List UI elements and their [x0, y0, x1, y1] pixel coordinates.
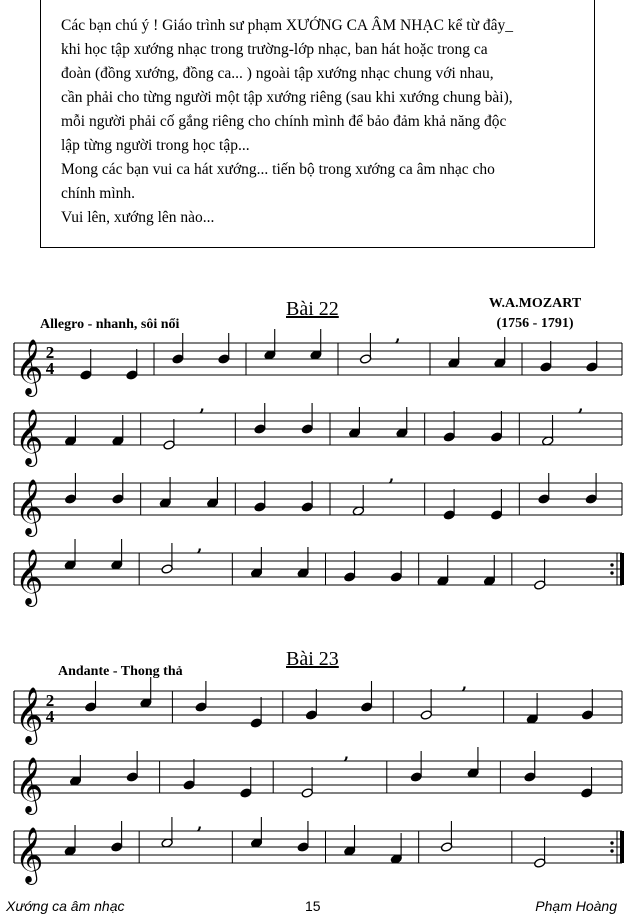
- intro-line: đoàn (đồng xướng, đồng ca... ) ngoài tập xướng nhạc chung với nhau,: [61, 65, 494, 82]
- lesson-22-tempo: Allegro - nhanh, sôi nổi: [40, 317, 180, 332]
- treble-clef: 𝄞: [15, 409, 44, 465]
- breath-mark: ,: [343, 744, 350, 763]
- final-thick-barline: [620, 831, 624, 863]
- footer-book-title: Xướng ca âm nhạc: [6, 898, 125, 914]
- breath-mark: ,: [461, 674, 468, 693]
- treble-clef: 𝄞: [15, 757, 44, 813]
- repeat-dot: [610, 563, 613, 566]
- treble-clef: 𝄞: [15, 549, 44, 605]
- intro-line: lập từng người trong học tập...: [61, 137, 250, 154]
- staff-system: [0, 814, 635, 883]
- breath-mark: ,: [199, 396, 205, 415]
- intro-line: chính mình.: [61, 185, 136, 202]
- breath-mark: ,: [388, 466, 395, 485]
- time-signature-bottom: 4: [45, 359, 55, 378]
- final-thick-barline: [620, 553, 624, 585]
- time-signature-top: 2: [45, 343, 55, 362]
- breath-mark: ,: [578, 396, 584, 415]
- repeat-dot: [610, 849, 613, 852]
- intro-line: Mong các bạn vui ca hát xướng... tiến bộ trong xướng ca âm nhạc cho: [61, 161, 495, 178]
- lesson-22-title: Bài 22: [286, 298, 339, 320]
- repeat-dot: [610, 841, 613, 844]
- treble-clef: 𝄞: [15, 827, 44, 883]
- treble-clef: 𝄞: [15, 479, 44, 535]
- composer-years: (1756 - 1791): [496, 316, 574, 331]
- intro-line: Vui lên, xướng lên nào...: [61, 209, 215, 226]
- intro-text-box: [40, 0, 595, 248]
- lesson-23-title: Bài 23: [286, 648, 339, 670]
- staff-system: [0, 466, 635, 535]
- repeat-dot: [610, 571, 613, 574]
- composer-name: W.A.MOZART: [488, 296, 582, 311]
- staff-system: [0, 674, 635, 743]
- treble-clef: 𝄞: [15, 339, 44, 395]
- intro-line: mỗi người phải cố gắng riêng cho chính mình để bảo đảm khả năng độc: [61, 113, 507, 130]
- time-signature-top: 2: [45, 691, 55, 710]
- lesson-23-tempo: Andante - Thong thả: [58, 664, 183, 679]
- footer-page-number: 15: [305, 898, 321, 914]
- staff-system: [0, 744, 635, 813]
- breath-mark: ,: [395, 326, 401, 345]
- intro-line: cần phải cho từng người một tập xướng riêng (sau khi xướng chung bài),: [61, 89, 513, 106]
- intro-line: khi học tập xướng nhạc trong trường-lớp nhạc, ban hát hoặc trong ca: [61, 41, 488, 58]
- staff-system: [0, 536, 635, 605]
- breath-mark: ,: [196, 814, 203, 833]
- staff-system: [0, 396, 635, 465]
- footer-author: Phạm Hoàng: [535, 898, 617, 914]
- breath-mark: ,: [196, 536, 203, 555]
- staff-system: [0, 326, 635, 395]
- time-signature-bottom: 4: [45, 707, 55, 726]
- treble-clef: 𝄞: [15, 687, 44, 743]
- intro-line: Các bạn chú ý ! Giáo trình sư phạm XƯỚNG CA ÂM NHẠC kể từ đây_: [61, 17, 514, 34]
